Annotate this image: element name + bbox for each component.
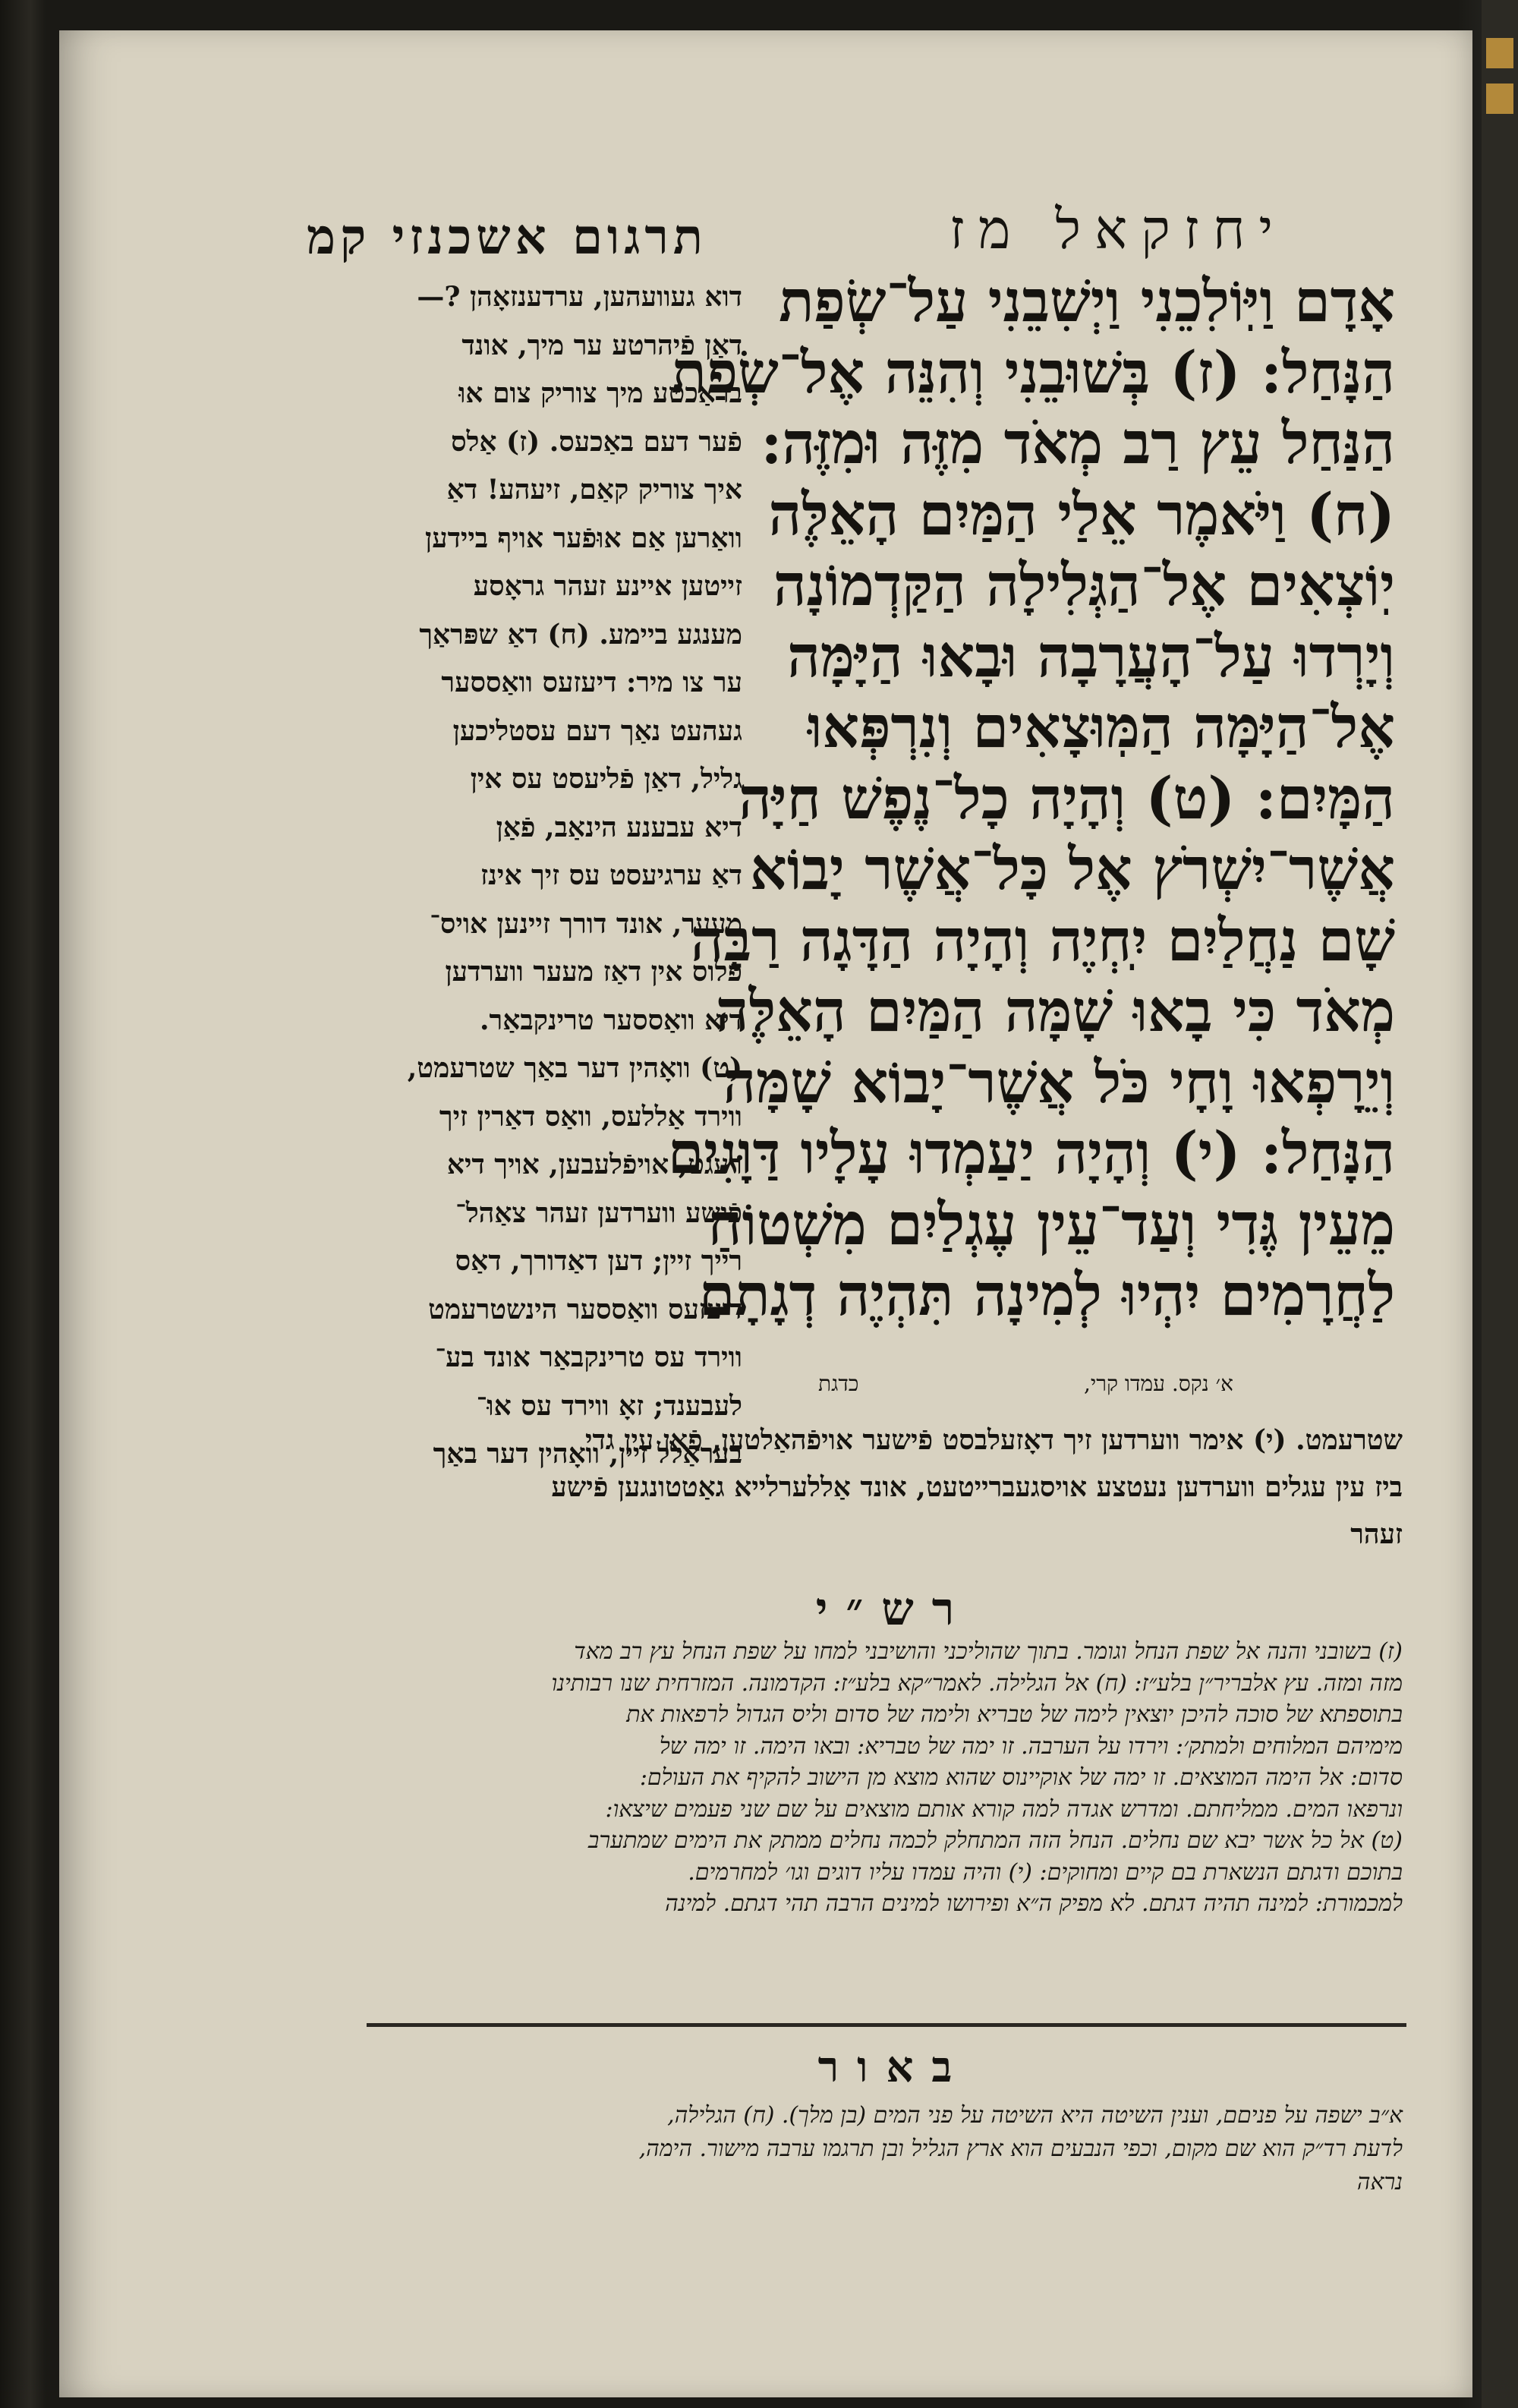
- spine-band: [1486, 38, 1513, 68]
- yiddish-line: זייטען איינע זעהר גראָסע: [473, 570, 742, 602]
- yiddish-continuation: [340, 1417, 1403, 1558]
- targum-header: תרגום אשכנזי קמ: [307, 209, 707, 266]
- hebrew-line: וְיֵרָפְאוּ וָחָי כֹּל אֲשֶׁר־יָבוֹא שָׁמָּה: [723, 1048, 1395, 1116]
- yiddish-line: ווירד אַללעס, וואַס דאַרין זיך: [439, 1100, 742, 1133]
- hebrew-line: לַחֲרָמִים יִהְיוּ לְמִינָה תִּהְיֶה דְגָתָם: [698, 1261, 1395, 1328]
- biur-heading: באור: [817, 2042, 971, 2092]
- yiddish-line: מעער, אונד דורך זיינען אויס־: [430, 907, 742, 940]
- yiddish-line: פֿישע ווערדען זעהר צאַהל־: [455, 1196, 742, 1229]
- yiddish-column: [249, 273, 742, 1479]
- yiddish-line: לעבענד; זאָ ווירד עס אוּ־: [476, 1389, 742, 1422]
- yiddish-line: גליל, דאַן פֿליעסט עס אין: [470, 763, 742, 795]
- yiddish-line: דיא עבענע הינאַב, פֿאַן: [496, 811, 742, 843]
- rashi-line: (ז) בשובני והנה אל שפת הנחל וגומר. בתוך שהוליכני והושיבני למחו על שפת הנחל עץ רב מאד: [574, 1638, 1403, 1665]
- yiddish-line: געהעט נאַך דעם עסטליכען: [452, 714, 742, 747]
- yiddish-line: בראַכטע מיך צוריק צום אוּ: [458, 377, 742, 409]
- yiddish-line: דוא געוועהען, ערדענזאָהן ?—: [417, 281, 742, 313]
- rashi-line: (ט) אל כל אשר יבא שם נחלים. הנחל הזה המתחלק לכמה נחלים ממתק את הימים שמתערב: [587, 1827, 1403, 1854]
- yiddish-line: רייך זיין; דען דאַדורך, דאַס: [455, 1245, 742, 1277]
- hebrew-line: אֲשֶׁר־יִשְׁרֹץ אֶל כָּל־אֲשֶׁר יָבוֹא: [750, 835, 1395, 903]
- hebrew-line: וְיָרְדוּ עַל־הָעֲרָבָה וּבָאוּ הַיָּמָּה: [787, 622, 1395, 690]
- biur-commentary: [348, 2099, 1403, 2199]
- biur-line: נראה: [1356, 2169, 1403, 2195]
- rashi-line: בתוספתא של סוכה להיכן יוצאין לימה של טבריא ולימה של סדום וליס הגדול לרפאות את: [626, 1701, 1403, 1728]
- hebrew-column: [667, 266, 1395, 1331]
- hebrew-line: הַמָּיִם: (ט) וְהָיָה כָל־נֶפֶשׁ חַיָּה: [739, 764, 1395, 832]
- yiddish-line: ווירד עס טרינקבאַר אונד בע־: [435, 1341, 742, 1373]
- biur-line: א״ב ישפה על פניםם, וענין השיטה היא השיטה על פני המים (בן מלך). (ח) הגלילה,: [667, 2102, 1403, 2129]
- yiddish-line: זעהר: [1350, 1518, 1403, 1550]
- rashi-line: סדום: אל הימה המוצאים. זו ימה של אוקיינוס שהוא מוצא מן הישוב להקיף את העולם:: [639, 1764, 1403, 1791]
- hebrew-line: הַנָּחַל: (י) וְהָיָה יַעַמְדוּ עָלָיו דַּוָּגִים: [667, 1119, 1395, 1187]
- yiddish-line: וואַרען אַם אוּפֿער אויף ביידען: [425, 522, 742, 554]
- divider-rule: [367, 2023, 1406, 2027]
- rashi-line: ונרפאו המים. ממליחתם. ומדרש אגדה למה קורא אותם מוצאים על שם שני פעמים שיצאו:: [605, 1795, 1403, 1823]
- yiddish-line: (ט) וואָהין דער באַך שטרעמט,: [407, 1052, 742, 1084]
- hebrew-line: הַנָּחַל: (ז) בְּשׁוּבֵנִי וְהִנֵּה אֶל־שְׂפַת: [671, 338, 1395, 406]
- yiddish-line: דאַן פֿיהרטע ער מיך, אונד: [461, 329, 742, 361]
- rashi-line: מזה ומזה. עץ אלבריר״ן בלע״ז: (ח) אל הגלילה. לאמר״קא בלע״ז: הקדמונה. המזרחית שנו רבותינו: [551, 1669, 1403, 1697]
- yiddish-line: מענגע ביימע. (ח) דאַ שפּראַך: [419, 618, 742, 651]
- yiddish-line: ער צו מיר: דיעזעס וואַססער: [441, 667, 742, 698]
- hebrew-line: (ח) וַיֹּאמֶר אֵלַי הַמַּיִם הָאֵלֶּה: [768, 480, 1395, 548]
- hebrew-line: יֽוֹצְאִים אֶל־הַגְּלִילָה הַקַּדְמוֹנָה: [773, 551, 1395, 619]
- hebrew-line: מֵעֵין גֶּדִי וְעַד־עֵין עֶגְלַיִם מִשְׁטוֹחַ: [707, 1190, 1395, 1258]
- yiddish-line: רעגט, אויפֿלעבען, אויך דיא: [446, 1149, 742, 1180]
- rashi-line: מימיהם המלוחים ולמתק׳: וירדו על הערבה. זו ימה של טבריא: ובאו הימה. זו ימה של: [659, 1732, 1403, 1760]
- hebrew-line: אֶל־הַיָּמָּה הַמּֽוּצָאִים וְנִרְפְּאוּ: [807, 693, 1395, 761]
- kri-note: א׳ נקס. עמדו קרי,: [1084, 1371, 1233, 1396]
- hebrew-line: אָדָם וַיּֽוֹלִכֵנִי וַיְשִׁבֵנִי עַל־שְׂפַת: [779, 267, 1395, 335]
- book-spine: [1482, 0, 1518, 2408]
- catchword: כדגת: [818, 1371, 859, 1396]
- hebrew-line: הַנַּחַל עֵץ רַב מְאֹד מִזֶּה וּמִזֶּה:: [761, 409, 1395, 477]
- rashi-heading: רש״י: [815, 1583, 973, 1636]
- biur-line: לדעת רד״ק הוא שם מקום, וכפי הנבעים הוא ארץ הגליל ובן תרגמו ערבה מישור. הימה,: [638, 2135, 1403, 2162]
- rashi-line: למכמורת: למינה תהיה דגתם. לא מפיק ה״א ופירושו למינים הרבה תהי דגתם. למינה: [665, 1890, 1403, 1917]
- yiddish-line: שטרעמט. (י) אימר ווערדען זיך דאָזעלבסט פֿישער אויפֿהאַלטען, פֿאַן עין גדי: [585, 1424, 1403, 1456]
- yiddish-line: דיעזעס וואַססער הינשטרעמט: [428, 1293, 742, 1325]
- spine-band: [1486, 84, 1513, 114]
- rashi-line: בתוכם ודגתם הנשארת בם קיים ומחוקים: (י) והיה עמדו עליו דוגים וגו׳ למחרמים.: [688, 1858, 1403, 1886]
- yiddish-line: ביז עין עגלים ווערדען נעטצע אויסגעברייטעט, אונד אַללערלייא גאַטטונגען פֿישע: [551, 1471, 1403, 1503]
- yiddish-line: פֿלוס אין דאַז מעער ווערדען: [445, 956, 742, 988]
- yiddish-line: פֿער דעם באַכעס. (ז) אַלס: [451, 425, 742, 458]
- hebrew-line: מְאֹד כִּי בָאוּ שָׁמָּה הַמַּיִם הָאֵלֶּה: [715, 977, 1395, 1045]
- book-page: [59, 30, 1472, 2397]
- rashi-commentary: [344, 1636, 1403, 1920]
- yiddish-line: דאַ ערגיעסט עס זיך אינז: [480, 859, 742, 891]
- yiddish-line: דיא וואַססער טרינקבאַר.: [479, 1004, 742, 1036]
- hebrew-line: שָׁם נַחֲלַיִם יִֽחְיֶה וְהָיָה הַדָּגָה רַבָּה: [690, 906, 1395, 974]
- yiddish-line: איך צוריק קאַם, זיעהע! דאַ: [446, 474, 742, 506]
- book-title: יחזקאל מז: [949, 197, 1287, 261]
- yiddish-line: בעראַלל זיין, וואָהין דער באַך: [433, 1438, 742, 1470]
